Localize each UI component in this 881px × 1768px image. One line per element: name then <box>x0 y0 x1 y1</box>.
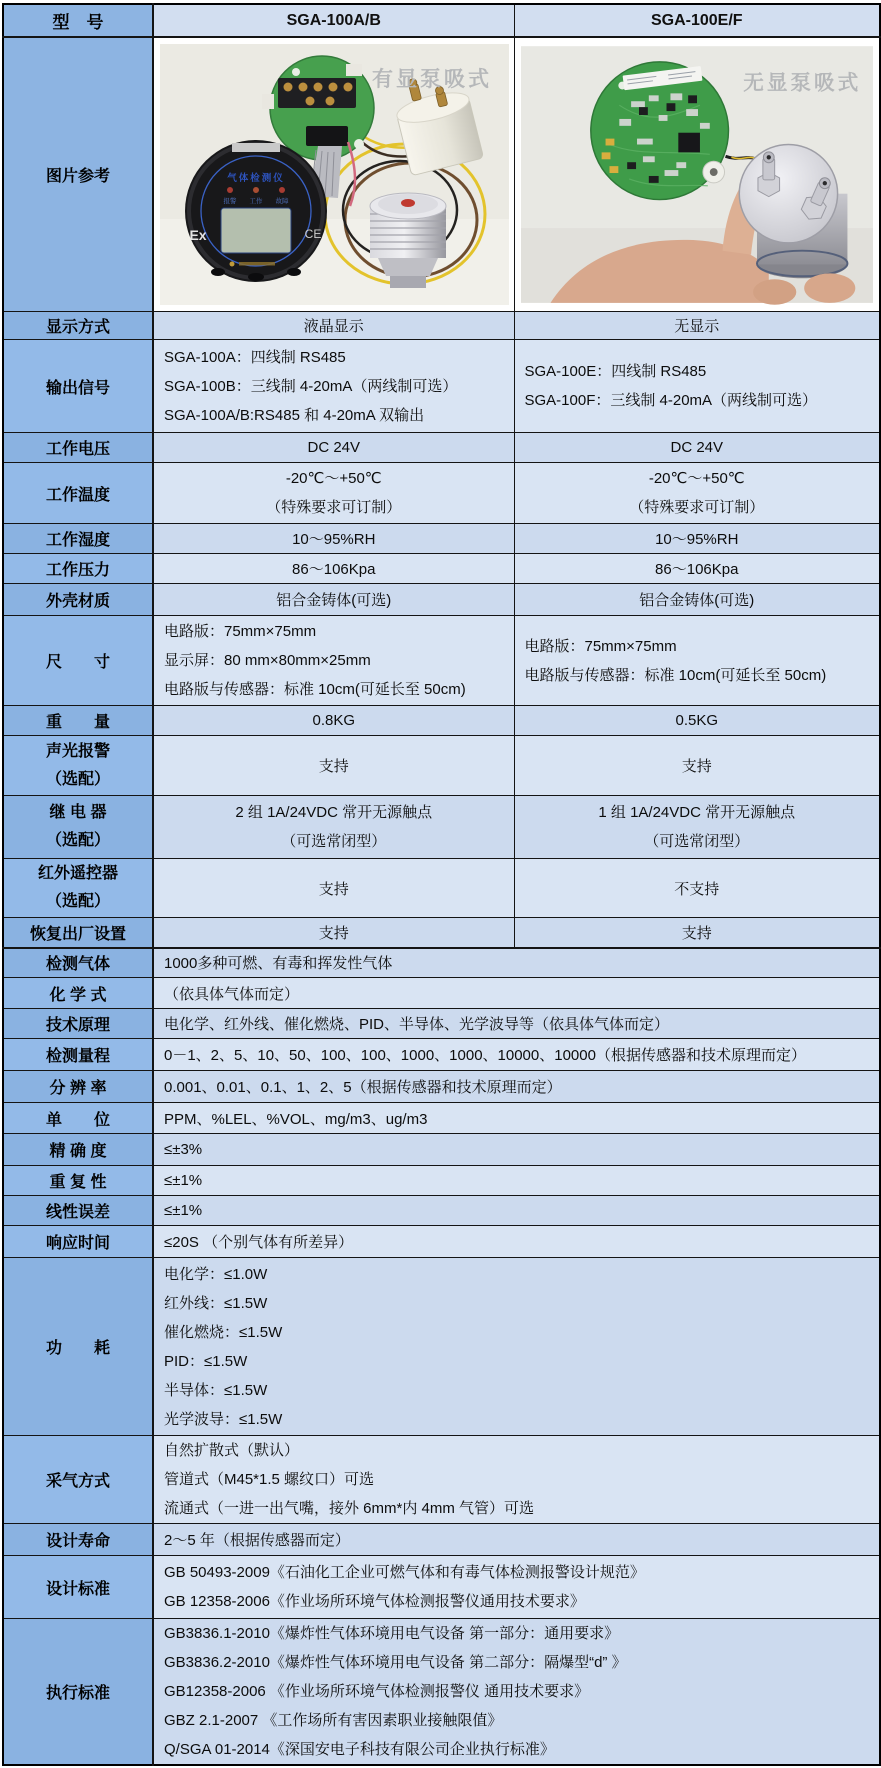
spec-line: 电路版与传感器：标准 10cm(可延长至 50cm) <box>524 666 827 684</box>
merged-row-repeatability <box>3 1166 880 1196</box>
display-device-illustration <box>185 140 327 282</box>
spec-line: SGA-100A：四线制 RS485 <box>164 348 346 366</box>
spec-line: 管道式（M45*1.5 螺纹口）可选 <box>164 1471 375 1488</box>
spec-line: 1 组 1A/24VDC 常开无源触点 <box>598 804 796 821</box>
photo-row-label: 图片参考 <box>3 37 153 312</box>
spec-line: SGA-100E：四线制 RS485 <box>524 363 707 380</box>
idc-connector <box>306 126 348 146</box>
pcb-illustration <box>590 62 728 200</box>
spec-value <box>153 340 514 433</box>
merged-row-linearity-error <box>3 1196 880 1226</box>
label-line: （选配） <box>45 832 110 849</box>
spec-line: SGA-100F：三线制 4-20mA（两线制可选） <box>524 392 818 409</box>
spec-value <box>514 340 880 433</box>
spec-line: -20℃～+50℃ <box>648 470 745 487</box>
terminal-block <box>278 78 356 108</box>
spec-value <box>153 1436 880 1524</box>
header-model-ef: SGA-100E/F <box>514 4 880 37</box>
spec-line: GB12358-2006 《作业场所环境气体检测报警仪 通用技术要求》 <box>164 1683 590 1700</box>
spec-value: 86～106Kpa <box>514 554 880 584</box>
spec-row-relay <box>3 796 880 859</box>
row-label: 工作电压 <box>3 433 153 463</box>
led-label-fault: 故障 <box>275 198 289 205</box>
photo-right-illustration <box>521 44 873 305</box>
spec-row-voltage <box>3 433 880 463</box>
spec-table <box>2 3 881 1766</box>
label-line: 继 电 器 <box>49 804 107 821</box>
spec-value: 10～95%RH <box>514 524 880 554</box>
spec-value: 86～106Kpa <box>153 554 514 584</box>
spec-value <box>153 796 514 859</box>
spec-row-output-signal <box>3 340 880 433</box>
spec-line: Q/SGA 01-2014《深国安电子科技有限公司企业执行标准》 <box>164 1741 555 1758</box>
row-label: 外壳材质 <box>3 584 153 616</box>
photo-left-illustration <box>160 44 509 305</box>
row-label: 检测气体 <box>3 948 153 978</box>
merged-row-design-life <box>3 1524 880 1556</box>
merged-row-detection-range <box>3 1039 880 1071</box>
row-label: 响应时间 <box>3 1226 153 1258</box>
merged-row-response-time <box>3 1226 880 1258</box>
spec-value: DC 24V <box>514 433 880 463</box>
spec-value: 支持 <box>514 736 880 796</box>
spec-line: GB 50493-2009《石油化工企业可燃气体和有毒气体检测报警设计规范》 <box>164 1564 645 1581</box>
merged-row-power-consumption <box>3 1258 880 1436</box>
row-label: 显示方式 <box>3 312 153 340</box>
spec-value: 0.001、0.01、0.1、1、2、5（根据传感器和技术原理而定） <box>153 1071 880 1103</box>
row-label: 单 位 <box>3 1103 153 1134</box>
device-title: 气体检测仪 <box>227 173 285 184</box>
spec-line: SGA-100A/B:RS485 和 4-20mA 双输出 <box>164 406 425 424</box>
spec-value: 支持 <box>514 918 880 948</box>
row-label: 设计寿命 <box>3 1524 153 1556</box>
spec-row-factory-reset <box>3 918 880 948</box>
spec-value <box>514 616 880 706</box>
spec-line: 红外线：≤1.5W <box>164 1294 268 1312</box>
row-label: 化 学 式 <box>3 978 153 1009</box>
spec-value <box>153 1619 880 1766</box>
spec-line: SGA-100B：三线制 4-20mA（两线制可选） <box>164 377 458 395</box>
spec-line: 显示屏：80 mm×80mm×25mm <box>164 652 371 669</box>
spec-value: 0.5KG <box>514 706 880 736</box>
merged-row-resolution <box>3 1071 880 1103</box>
row-label: 工作湿度 <box>3 524 153 554</box>
ex-mark: Ex <box>189 227 207 243</box>
row-label: 尺 寸 <box>3 616 153 706</box>
spec-row-ir-remote <box>3 859 880 918</box>
spec-line: （可选常闭型） <box>644 833 750 850</box>
spec-value: 铝合金铸体(可选) <box>514 584 880 616</box>
row-label: 采气方式 <box>3 1436 153 1524</box>
merged-row-sampling-method <box>3 1436 880 1524</box>
spec-line: GB3836.1-2010《爆炸性气体环境用电气设备 第一部分：通用要求》 <box>164 1625 620 1642</box>
spec-value: 1000多种可燃、有毒和挥发性气体 <box>153 948 880 978</box>
row-label: 工作温度 <box>3 463 153 524</box>
spec-value: 液晶显示 <box>153 312 514 340</box>
spec-line: 半导体：≤1.5W <box>164 1381 268 1399</box>
spec-line: 电化学：≤1.0W <box>164 1265 268 1283</box>
spec-line: 催化燃烧：≤1.5W <box>164 1323 283 1341</box>
row-label <box>3 796 153 859</box>
spec-value: 铝合金铸体(可选) <box>153 584 514 616</box>
device-top-sticker <box>232 143 280 152</box>
row-label: 重 量 <box>3 706 153 736</box>
merged-row-chemical-formula <box>3 978 880 1009</box>
spec-line: 电路版：75mm×75mm <box>164 623 317 640</box>
fingertip <box>753 279 796 305</box>
spec-value: 支持 <box>153 736 514 796</box>
device-lcd <box>221 208 291 253</box>
merged-row-technical-principle <box>3 1009 880 1039</box>
spec-value: 0－1、2、5、10、50、100、100、1000、1000、10000、10000（根据传感器和技术原理而定） <box>153 1039 880 1071</box>
row-label: 执行标准 <box>3 1619 153 1766</box>
watermark-left: 有显泵吸式 <box>372 68 492 91</box>
label-line: 红外遥控器 <box>37 865 118 882</box>
pcb-chip <box>678 133 700 153</box>
spec-line: （可选常闭型） <box>281 833 387 850</box>
row-label: 精 确 度 <box>3 1134 153 1166</box>
led-label-alarm: 报警 <box>223 198 237 205</box>
row-label: 设计标准 <box>3 1556 153 1619</box>
fingertip <box>804 273 855 302</box>
spec-line: （特殊要求可订制） <box>629 499 765 516</box>
spec-value: 无显示 <box>514 312 880 340</box>
spec-value <box>514 796 880 859</box>
row-label: 恢复出厂设置 <box>3 918 153 948</box>
merged-row-execution-standards <box>3 1619 880 1766</box>
spec-value: PPM、%LEL、%VOL、mg/m3、ug/m3 <box>153 1103 880 1134</box>
spec-value: ≤±1% <box>153 1166 880 1196</box>
spec-value <box>153 463 514 524</box>
row-label: 检测量程 <box>3 1039 153 1071</box>
spec-value: 支持 <box>153 918 514 948</box>
spec-row-dimensions <box>3 616 880 706</box>
spec-value: 2～5 年（根据传感器而定） <box>153 1524 880 1556</box>
merged-row-design-standards <box>3 1556 880 1619</box>
spec-value <box>514 463 880 524</box>
spec-value <box>153 1556 880 1619</box>
spec-value: 电化学、红外线、催化燃烧、PID、半导体、光学波导等（依具体气体而定） <box>153 1009 880 1039</box>
spec-line: 自然扩散式（默认） <box>164 1442 300 1459</box>
led-label-work: 工作 <box>249 198 263 205</box>
spec-value <box>153 616 514 706</box>
merged-row-detected-gas <box>3 948 880 978</box>
spec-line: GBZ 2.1-2007 《工作场所有害因素职业接触限值》 <box>164 1712 503 1729</box>
spec-value: （依具体气体而定） <box>153 978 880 1009</box>
row-label <box>3 859 153 918</box>
spec-line: GB 12358-2006《作业场所环境气体检测报警仪通用技术要求》 <box>164 1593 585 1610</box>
row-label: 分 辨 率 <box>3 1071 153 1103</box>
row-label: 工作压力 <box>3 554 153 584</box>
row-label: 技术原理 <box>3 1009 153 1039</box>
spec-row-sound-light-alarm <box>3 736 880 796</box>
photo-row <box>3 37 880 312</box>
row-label <box>3 736 153 796</box>
row-label: 功 耗 <box>3 1258 153 1436</box>
label-line: （选配） <box>45 893 110 910</box>
merged-row-accuracy <box>3 1134 880 1166</box>
spec-line: PID：≤1.5W <box>164 1352 248 1370</box>
spec-value: DC 24V <box>153 433 514 463</box>
spec-line: （特殊要求可订制） <box>266 499 402 516</box>
spec-line: 2 组 1A/24VDC 常开无源触点 <box>235 804 433 821</box>
spec-line: -20℃～+50℃ <box>285 470 382 487</box>
merged-row-unit <box>3 1103 880 1134</box>
spec-row-temperature <box>3 463 880 524</box>
header-model-label: 型 号 <box>3 4 153 37</box>
label-line: （选配） <box>45 770 110 788</box>
spec-value: 10～95%RH <box>153 524 514 554</box>
spec-line: 电路版：75mm×75mm <box>524 637 677 655</box>
photo-left-cell <box>153 37 514 312</box>
spec-line: 流通式（一进一出气嘴，接外 6mm*内 4mm 气管）可选 <box>164 1500 535 1517</box>
spec-value: ≤20S （个别气体有所差异） <box>153 1226 880 1258</box>
row-label: 线性误差 <box>3 1196 153 1226</box>
label-line: 声光报警 <box>45 742 110 760</box>
spec-row-display <box>3 312 880 340</box>
watermark-right: 无显泵吸式 <box>742 71 861 95</box>
spec-value: 不支持 <box>514 859 880 918</box>
row-label: 重 复 性 <box>3 1166 153 1196</box>
spec-line: GB3836.2-2010《爆炸性气体环境用电气设备 第二部分：隔爆型“d” 》 <box>164 1654 627 1671</box>
spec-value: 0.8KG <box>153 706 514 736</box>
ce-mark: CE <box>304 227 322 241</box>
spec-row-humidity <box>3 524 880 554</box>
table-header-row <box>3 4 880 37</box>
row-label: 输出信号 <box>3 340 153 433</box>
photo-right-cell <box>514 37 880 312</box>
spec-line: 光学波导：≤1.5W <box>164 1410 283 1428</box>
spec-row-pressure <box>3 554 880 584</box>
sensor-red-dot <box>401 199 415 207</box>
spec-row-weight <box>3 706 880 736</box>
spec-value: ≤±1% <box>153 1196 880 1226</box>
spec-row-shell-material <box>3 584 880 616</box>
spec-line: 电路版与传感器：标准 10cm(可延长至 50cm) <box>164 681 466 698</box>
spec-value: 支持 <box>153 859 514 918</box>
header-model-ab: SGA-100A/B <box>153 4 514 37</box>
spec-value <box>153 1258 880 1436</box>
spec-value: ≤±3% <box>153 1134 880 1166</box>
